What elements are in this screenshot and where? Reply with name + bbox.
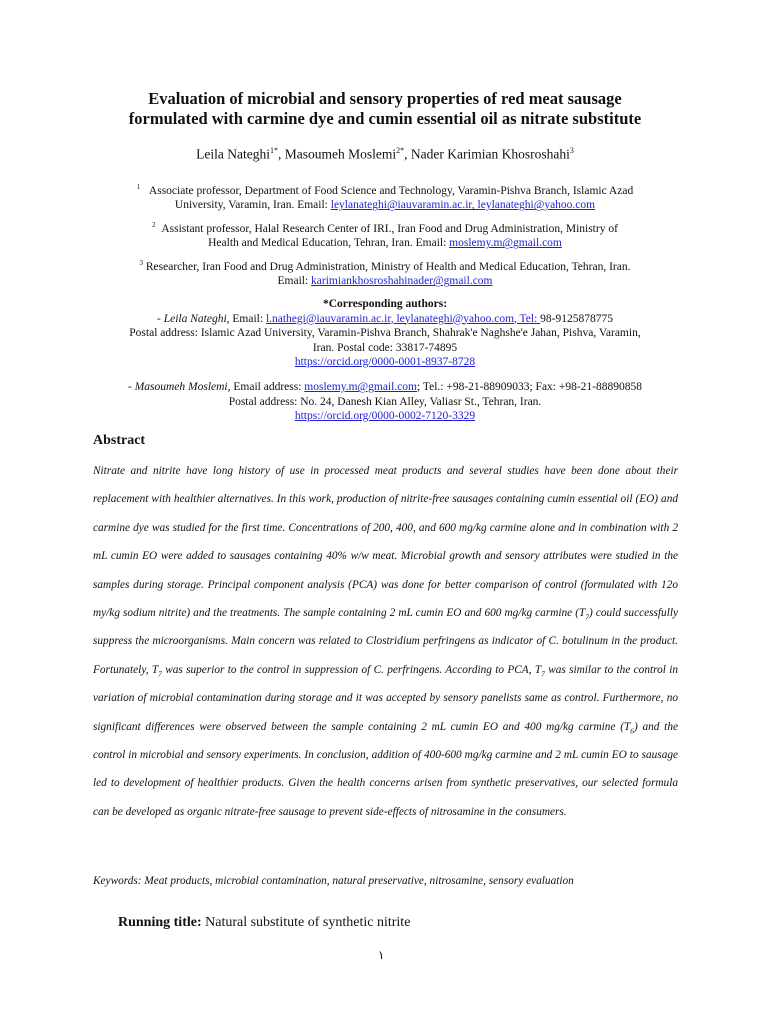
- affiliation-text: Health and Medical Education, Tehran, Iran. Email:: [208, 237, 450, 250]
- affiliation-number: 3: [139, 259, 144, 267]
- corresponding-author-2: [60, 380, 710, 424]
- affiliation-number: 2: [152, 221, 156, 229]
- corresponding-authors: [60, 297, 710, 370]
- affiliation-2: [85, 218, 685, 251]
- corresponding-name: Masoumeh Moslemi: [134, 381, 228, 393]
- abstract-text: was similar to the control in variation of microbial contamination during storage and it was accepted by sensory panelists same as control. Furthermore, no significant differences were observed between the sample containing 2 mL cumin EO and 400 mg/kg carmine (T: [93, 663, 678, 733]
- running-title-text: Natural substitute of synthetic nitrite: [201, 915, 411, 930]
- orcid-link[interactable]: https://orcid.org/0000-0001-8937-8728: [294, 356, 476, 368]
- affiliation-text: Assistant professor, Halal Research Center of IRI., Iran Food and Drug Administration, Ministry of: [161, 222, 618, 235]
- author-name: Masoumeh Moslemi: [284, 146, 397, 162]
- list-dash: -: [127, 381, 135, 393]
- paper-title: [60, 89, 710, 129]
- orcid-link[interactable]: https://orcid.org/0000-0002-7120-3329: [294, 410, 476, 422]
- subscript: 6: [630, 725, 634, 735]
- email-link[interactable]: karimiankhosroshahinader@gmail.com: [311, 275, 493, 288]
- title-line-1: Evaluation of microbial and sensory properties of red meat sausage: [148, 89, 622, 108]
- affiliation-3: [85, 256, 685, 289]
- contact-numbers: ; Tel.: +98-21-88909033; Fax: +98-21-88890858: [417, 381, 643, 393]
- postal-address: Postal address: Islamic Azad University, Varamin-Pishva Branch, Shahrak'e Naghshe'e Jahan, Pishva, Varamin,: [129, 327, 641, 339]
- affiliation-1: [85, 180, 685, 213]
- email-link[interactable]: moslemy.m@gmail.com: [449, 237, 562, 250]
- author-list: Leila Nateghi$^{1*}$, Masoumeh Moslemi$^{2*}$, Nader Karimian Khosroshahi$^3$: [196, 146, 574, 162]
- abstract-heading: Abstract: [93, 433, 146, 448]
- author-name: Nader Karimian Khosroshahi: [410, 146, 570, 162]
- postal-code: Iran. Postal code: 33817-74895: [312, 341, 458, 354]
- abstract-body: [93, 457, 678, 826]
- abstract-text: ) and the control in microbial and sensory experiments. In conclusion, addition of 400-600 mg/kg carmine and 2 mL cumin EO to sausage led to development of healthier products. Given the health concerns arisen from synthetic preservatives, our selected formula can be developed as organic nitrate-free sausage to prevent side-effects of nitrosamine in the consumers.: [93, 720, 678, 818]
- author-mark: 2*: [396, 146, 405, 155]
- email-link[interactable]: moslemy.m@gmail.com: [304, 381, 417, 393]
- affiliation-text: Researcher, Iran Food and Drug Administration, Ministry of Health and Medical Education, Tehran, Iran.: [145, 260, 631, 273]
- author-name: Leila Nateghi: [196, 146, 270, 162]
- corresponding-heading: *Corresponding authors:: [322, 298, 448, 310]
- email-link[interactable]: leylanateghi@iauvaramin.ac.ir, leylanateghi@yahoo.com: [330, 199, 596, 212]
- email-label: , Email address:: [227, 381, 305, 393]
- running-title: [118, 915, 410, 931]
- phone-number: 98-9125878775: [540, 312, 613, 325]
- running-title-label: Running title:: [118, 915, 202, 930]
- page-number: ١: [378, 948, 385, 962]
- subscript: 7: [541, 669, 545, 679]
- affiliation-text: Email:: [277, 275, 312, 288]
- email-label: , Email:: [226, 312, 266, 325]
- email-link[interactable]: l.nathegi@iauvaramin.ac.ir, leylanateghi@yahoo.com, Tel:: [265, 312, 541, 325]
- affiliation-text: Associate professor, Department of Food Science and Technology, Varamin-Pishva Branch, Islamic Azad: [148, 184, 634, 197]
- subscript: 7: [158, 669, 162, 679]
- abstract-text: Nitrate and nitrite have long history of use in processed meat products and several studies have been done about their replacement with healthier alternatives. In this work, production of nitrite-free sausages containing cumin essential oil (EO) and carmine dye was studied for the first time. Concentrations of 200, 400, and 600 mg/kg carmine alone and in combination with 2 mL cumin EO were added to sausages containing 40% w/w meat. Microbial growth and sensory attributes were studied in the samples during storage. Principal component analysis (PCA) was done for better comparison of control (formulated with 12o my/kg sodium nitrite) and the treatments. The sample containing 2 mL cumin EO and 600 mg/kg carmine (T: [93, 465, 678, 620]
- title-line-2: formulated with carmine dye and cumin essential oil as nitrate substitute: [128, 109, 642, 128]
- abstract-text: was superior to the control in suppression of C. perfringens. According to PCA, T: [161, 663, 542, 676]
- affiliation-text: University, Varamin, Iran. Email:: [174, 199, 331, 212]
- list-dash: -: [156, 312, 164, 325]
- author-mark: 3: [569, 146, 574, 155]
- corresponding-name: Leila Nateghi: [163, 312, 227, 325]
- affiliation-number: 1: [136, 183, 141, 191]
- author-mark: 1*: [270, 146, 278, 155]
- abstract-text: ) could successfully suppress the microorganisms. Main concern was related to Clostridium perfringens as indicator of C. botulinum in the product. Fortunately, T: [93, 607, 678, 676]
- subscript: 7: [585, 612, 590, 622]
- keywords: Keywords: Meat products, microbial contamination, natural preservative, nitrosamine, sensory evaluation: [93, 875, 574, 887]
- postal-address: Postal address: No. 24, Danesh Kian Alley, Valiasr St., Tehran, Iran.: [228, 395, 542, 408]
